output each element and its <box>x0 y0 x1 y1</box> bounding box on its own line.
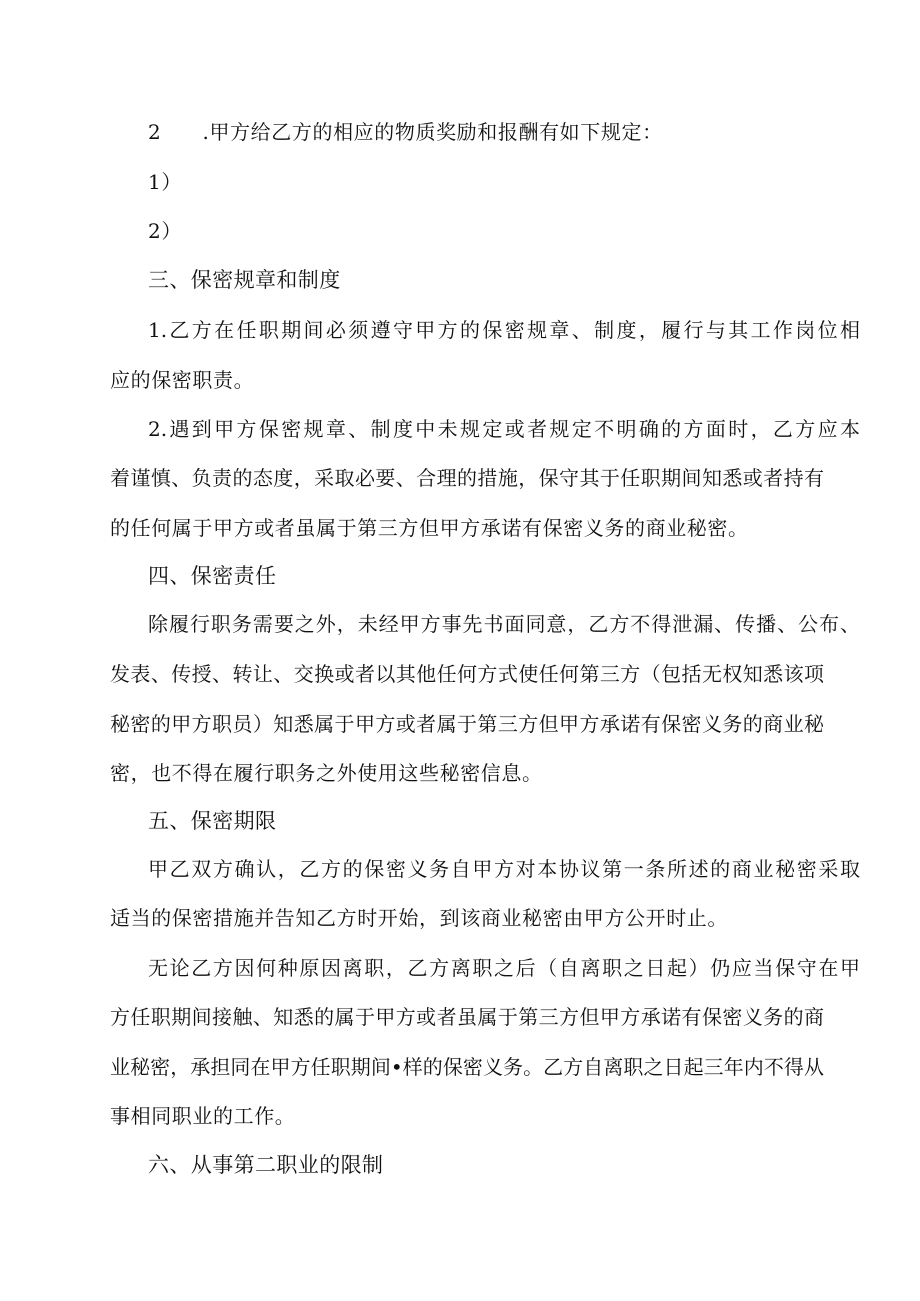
paragraph-line: 发表、传授、转让、交换或者以其他任何方式使任何第三方（包括无权知悉该项 <box>110 662 824 686</box>
sub-item-1: 1） <box>148 170 182 194</box>
paragraph-line: 除履行职务需要之外，未经甲方事先书面同意，乙方不得泄漏、传播、公布、 <box>148 612 860 636</box>
sub-item-2: 2） <box>148 219 182 243</box>
section-heading-3: 三、保密规章和制度 <box>148 268 341 292</box>
paragraph-line: 甲乙双方确认，乙方的保密义务自甲方对本协议第一条所述的商业秘密采取 <box>148 857 860 881</box>
paragraph-line: 的任何属于甲方或者虽属于第三方但甲方承诺有保密义务的商业秘密。 <box>110 516 749 540</box>
paragraph-line: 适当的保密措施并告知乙方时开始，到该商业秘密由甲方公开时止。 <box>110 906 728 930</box>
paragraph-line: 密，也不得在履行职务之外使用这些秘密信息。 <box>110 761 543 785</box>
paragraph-line: 1.乙方在任职期间必须遵守甲方的保密规章、制度，履行与其工作岗位相 <box>148 318 860 342</box>
section-heading-4: 四、保密责任 <box>148 564 277 588</box>
paragraph-line: 应的保密职责。 <box>110 368 255 392</box>
paragraph-line: 2.遇到甲方保密规章、制度中未规定或者规定不明确的方面时，乙方应本 <box>148 417 860 441</box>
paragraph-line: 业秘密，承担同在甲方任职期间•样的保密义务。乙方自离职之日起三年内不得从 <box>110 1055 824 1079</box>
section-heading-6: 六、从事第二职业的限制 <box>148 1153 384 1177</box>
clause-2-reward-intro: 2 .甲方给乙方的相应的物质奖励和报酬有如下规定： <box>148 120 663 144</box>
paragraph-line: 秘密的甲方职员）知悉属于甲方或者属于第三方但甲方承诺有保密义务的商业秘 <box>110 712 824 736</box>
section-heading-5: 五、保密期限 <box>148 809 277 833</box>
paragraph-line: 事相同职业的工作。 <box>110 1104 296 1128</box>
paragraph-line: 着谨慎、负责的态度，采取必要、合理的措施，保守其于任职期间知悉或者持有 <box>110 466 824 490</box>
paragraph-line: 无论乙方因何种原因离职，乙方离职之后（自离职之日起）仍应当保守在甲 <box>148 956 860 980</box>
paragraph-line: 方任职期间接触、知悉的属于甲方或者虽属于第三方但甲方承诺有保密义务的商 <box>110 1005 824 1029</box>
